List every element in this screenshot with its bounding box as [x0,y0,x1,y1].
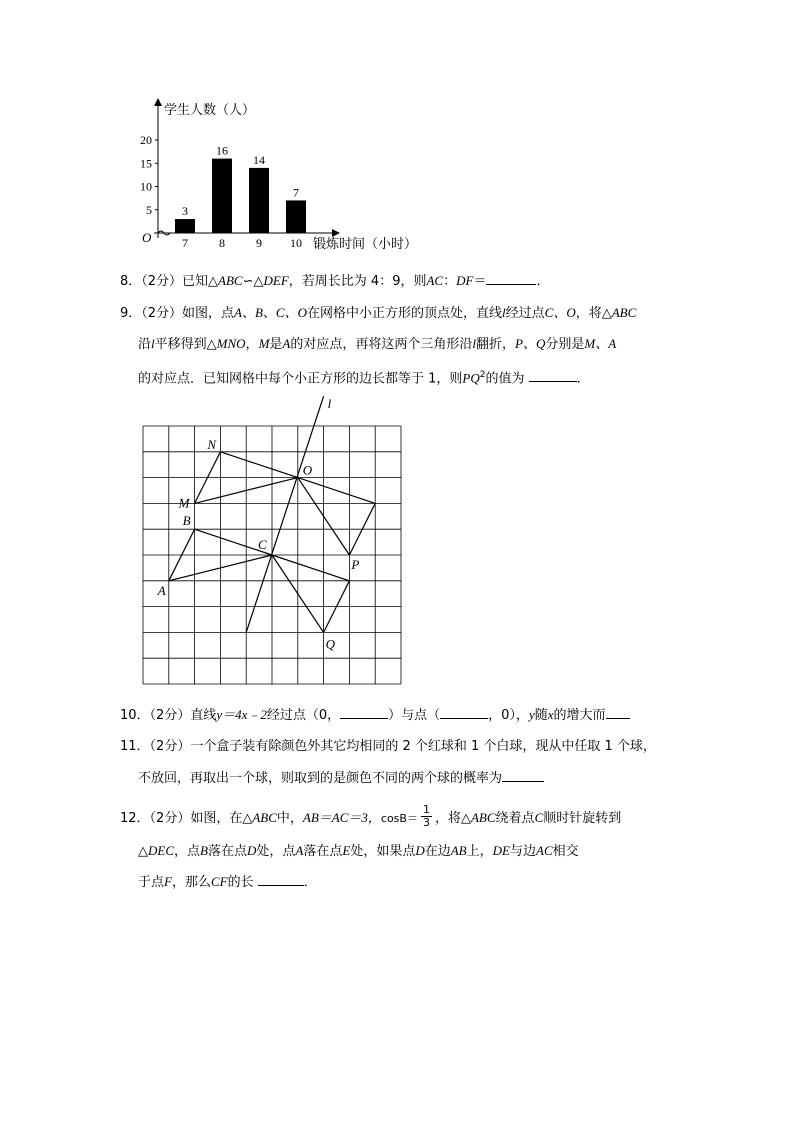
q12-point-d: D [246,843,257,858]
x-tick-label: 7 [182,236,188,250]
question-12-line-1 [120,804,621,833]
bar-value-label: 14 [253,152,265,167]
x-tick-label: 10 [290,236,302,250]
q8-df: DF [456,273,474,288]
q12-text: 顺时针旋转到 [543,811,622,826]
q12-fraction-denominator: 3 [422,816,430,829]
q9-text: 的值为 [485,371,525,387]
y-tick-label: 15 [140,156,152,171]
q9-point-m: M [258,336,270,351]
q10-blank-3[interactable] [606,704,630,719]
q12-segment-ac: AC [536,843,553,858]
q12-segment-ab: AB [450,843,467,858]
question-11-line-2 [138,767,544,790]
q12-fraction-numerator: 1 [422,803,430,816]
q9-pq: PQ [462,370,480,386]
q8-colon: ： [443,274,457,289]
q12-text: 绕着点 [495,811,535,826]
question-8 [120,270,550,293]
bar-value-label: 16 [216,143,228,158]
q10-blank-1[interactable] [340,704,388,719]
bar-8 [212,159,232,233]
x-tick-label: 9 [256,236,262,250]
q9-line-l: l [502,305,506,320]
q9-text: 在网格中小正方形的顶点处，直线 [307,306,503,321]
q9-text: 平移得到 [154,337,207,352]
q10-text: ）与点（ [388,708,441,723]
point-label-m: M [178,495,190,511]
segment-no [220,452,297,478]
q9-triangle-mno: △MNO [206,336,246,351]
question-9-grid-figure [138,396,408,692]
point-label-a: A [157,582,166,598]
q10-text: 的增大而 [553,708,606,723]
q8-answer-blank[interactable] [486,270,536,285]
q12-text: ，那么 [171,875,211,890]
q9-text: 翻折， [476,337,516,352]
bar-9 [249,168,269,233]
q9-points-ma: M、A [584,336,617,351]
segment-or [298,478,375,504]
q12-text: ，将 [434,811,461,826]
q11-text: 不放回，再取出一个球，则取到的是颜色不同的两个球的概率为 [138,771,503,786]
q12-text: 处，如果点 [350,844,416,859]
q12-point-d: D [415,843,425,858]
q9-text: 9．（2分）如图，点 [120,306,235,321]
question-11-line-1 [120,736,656,758]
bar-7 [175,219,195,233]
q12-triangle-dec: △DEC [138,843,174,858]
segment-cs [272,555,349,581]
q9-triangle-abc: △ABC [601,305,637,320]
q12-answer-blank[interactable] [258,871,304,886]
point-label-c: C [258,537,267,552]
q10-text: 随 [534,708,548,723]
q12-triangle-abc: △ABC [242,810,277,825]
q9-text: ，将 [575,306,602,321]
y-tick-label: 10 [140,179,152,194]
q12-point-c: C [534,810,544,825]
q12-point-a: A [295,843,304,858]
question-10 [120,704,630,727]
q12-point-f: F [164,874,172,889]
q9-text: 沿 [138,337,152,352]
q12-point-b: B [200,843,208,858]
question-9-line-2 [138,333,616,356]
q10-text: 10．（2分）直线 [120,708,217,723]
y-tick-label: 5 [146,202,152,217]
q9-line-l: l [151,336,155,351]
q12-text: 12．（2分）如图，在 [120,811,243,826]
y-axis-label: 学生人数（人） [164,103,256,118]
x-axis-label: 锻炼时间（小时） [313,237,418,252]
point-label-o: O [302,462,313,478]
q9-points: A、B、C、O [234,305,307,320]
q12-end: ． [303,875,317,890]
question-9-line-1 [120,302,636,325]
q8-prefix: 8．（2分）已知 [120,274,209,289]
q11-text: 11．（2分）一个盒子装有除颜色外其它均相同的 2 个红球和 1 个白球，现从中任取 1 个球， [120,739,656,754]
q12-text: 上， [466,844,493,859]
q12-point-e: E [342,843,351,858]
q12-text: 相交 [552,844,579,859]
q8-equals: ＝ [473,274,487,289]
point-label-b: B [182,513,191,529]
point-label-q: Q [325,636,335,652]
q12-cos: cosB＝ [380,812,418,825]
q10-text: 经过点（0， [266,708,341,723]
point-label-l: l [327,396,332,412]
q9-answer-blank[interactable] [529,367,577,382]
q12-triangle-abc: △ABC [460,810,496,825]
q9-points-pq: P、Q [515,336,546,351]
q9-text: 分别是 [545,337,585,352]
q12-text: 与边 [509,844,536,859]
q10-x: x [547,707,554,722]
q11-answer-blank[interactable] [502,767,544,782]
y-tick-label: 20 [140,133,152,147]
q12-text: ，点 [174,844,201,859]
q9-text: ， [245,337,259,352]
question-9-line-3 [138,364,590,390]
q8-triangle-abc: △ABC [208,273,243,288]
q12-text: 的长 [227,875,254,890]
q9-superscript: 2 [479,370,486,380]
q8-text: ，若周长比为 4：9，则 [288,274,427,289]
q8-ac: AC [426,273,444,288]
q12-text: 中， [276,811,303,826]
q8-end: ． [536,274,550,289]
q12-text: 处，点 [256,844,296,859]
question-12-line-3 [138,871,317,894]
q12-text: 落在点 [303,844,343,859]
point-label-p: P [351,557,360,572]
bar-10 [286,200,306,233]
q12-segment-cf: CF [210,874,228,889]
q8-triangle-def: △DEF [253,273,289,288]
q12-text: 在边 [424,844,451,859]
q10-y: y [528,707,535,722]
q12-text: 落在点 [207,844,247,859]
q12-text: 于点 [138,875,165,890]
exercise-bar-chart [130,96,430,256]
question-12-line-2 [138,840,579,863]
bar-value-label: 3 [182,204,188,219]
q8-similar-symbol: ∽ [242,274,254,289]
point-label-n: N [207,436,217,452]
q9-end: ． [576,371,590,387]
q9-text: 的对应点，再将这两个三角形沿 [290,337,473,352]
q9-points-co: C、O [544,305,576,320]
x-tick-label: 8 [219,236,225,250]
q10-expression: y＝4x﹣2 [216,707,267,722]
q9-text: 的对应点．已知网格中每个小正方形的边长都等于 1，则 [138,371,463,387]
q12-equality: AB＝AC＝3， [302,810,381,825]
origin-label: O [142,230,152,245]
bar-value-label: 7 [293,185,299,200]
q10-blank-2[interactable] [440,704,488,719]
q12-fraction [421,804,432,829]
q9-line-l: l [472,336,477,351]
q10-text: ，0）， [488,708,529,723]
q9-point-a: A [282,336,291,351]
q9-text: 经过点 [505,306,545,321]
line-l [246,396,323,632]
q12-segment-de: DE [492,843,510,858]
q9-text: 是 [269,337,283,352]
